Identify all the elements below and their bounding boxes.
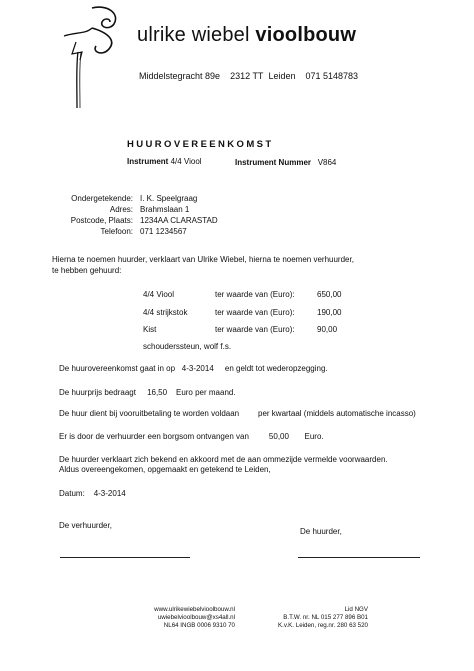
date-line <box>59 489 126 498</box>
brand-phone: 071 5148783 <box>305 71 359 81</box>
footer-vat: B.T.W. nr. NL 015 277 896 B01 <box>283 614 368 621</box>
item-name: Kist <box>143 325 157 334</box>
payment-pre: De huur dient bij vooruitbetaling te worden voldaan <box>59 409 240 418</box>
footer-membership: Lid NGV <box>344 606 368 613</box>
field-value-phone: 071 1234567 <box>140 227 187 236</box>
field-label-address: Adres: <box>109 205 133 214</box>
instrument-number-label: Instrument Nummer <box>235 158 312 167</box>
item-name: schouderssteun, wolf f.s. <box>143 342 232 351</box>
footer-bank: NL64 INGB 0006 9310 70 <box>163 622 235 629</box>
payment-post: per kwartaal (middels automatische incasso) <box>258 409 416 418</box>
instrument-number-value: V864 <box>317 158 337 167</box>
instrument-line <box>127 157 202 166</box>
field-label-name: Ondergetekende: <box>71 194 133 203</box>
date-value: 4-3-2014 <box>93 489 126 498</box>
field-label-postcode: Postcode, Plaats: <box>70 216 133 225</box>
item-value-label: ter waarde van (Euro): <box>215 325 295 334</box>
footer-kvk: K.v.K. Leiden, reg.nr. 280 63 520 <box>277 622 368 629</box>
brand-address-line <box>139 71 358 81</box>
brand-name-light: ulrike wiebel <box>137 24 250 46</box>
brand-postal: 2312 TT <box>230 71 264 81</box>
intro-line-1: Hierna te noemen huurder, verklaart van Ulrike Wiebel, hierna te noemen verhuurder, <box>52 255 354 264</box>
closing-line-2: Aldus overeengekomen, opgemaakt en getekend te Leiden, <box>59 465 271 474</box>
instrument-number-line <box>235 158 336 167</box>
tenant-signature-label: De huurder, <box>300 527 342 536</box>
tenant-signature-line <box>298 557 420 558</box>
item-value: 90,00 <box>317 325 338 334</box>
field-value-postcode: 1234AA CLARASTAD <box>140 216 218 225</box>
intro-line-2: te hebben gehuurd: <box>52 266 122 275</box>
item-name: 4/4 strijkstok <box>143 308 188 317</box>
landlord-signature-line <box>60 557 190 558</box>
field-value-name: I. K. Speelgraag <box>140 194 198 203</box>
deposit-clause <box>59 432 324 441</box>
field-label-phone: Telefoon: <box>100 227 133 236</box>
brand-city: Leiden <box>268 71 296 81</box>
start-post: en geldt tot wederopzegging. <box>224 364 328 373</box>
item-value: 190,00 <box>317 308 342 317</box>
closing-line-1: De huurder verklaart zich bekend en akkoord met de aan ommezijde vermelde voorwaarden. <box>59 455 388 464</box>
start-date: 4-3-2014 <box>181 364 214 373</box>
footer-right <box>258 606 368 630</box>
footer-website: www.ulrikewiebelvioolbouw.nl <box>154 606 235 613</box>
price-post: Euro per maand. <box>175 388 236 397</box>
price-pre: De huurprijs bedraagt <box>59 388 136 397</box>
field-value-address: Brahmslaan 1 <box>140 205 190 214</box>
landlord-signature-label: De verhuurder, <box>59 521 112 530</box>
contract-title: HUUROVEREENKOMST <box>127 139 274 150</box>
item-value-label: ter waarde van (Euro): <box>215 308 295 317</box>
start-clause <box>59 364 328 373</box>
item-value-label: ter waarde van (Euro): <box>215 290 295 299</box>
violin-scroll-logo <box>62 6 126 110</box>
footer-email: uwiebelvioolbouw@xs4all.nl <box>157 614 235 621</box>
start-pre: De huurovereenkomst gaat in op <box>59 364 176 373</box>
price-value: 16,50 <box>147 388 168 397</box>
deposit-post: Euro. <box>304 432 324 441</box>
deposit-pre: Er is door de verhuurder een borgsom ontvangen van <box>59 432 249 441</box>
item-name: 4/4 Viool <box>143 290 174 299</box>
brand-name-bold: vioolbouw <box>255 24 357 46</box>
brand-name <box>137 24 356 47</box>
instrument-value: 4/4 Viool <box>170 157 202 166</box>
instrument-label: Instrument <box>127 157 169 166</box>
deposit-value: 50,00 <box>268 432 289 441</box>
date-label: Datum: <box>59 489 85 498</box>
item-value: 650,00 <box>317 290 342 299</box>
price-clause <box>59 388 236 397</box>
brand-street: Middelstegracht 89e <box>139 71 221 81</box>
footer-left <box>139 606 235 630</box>
